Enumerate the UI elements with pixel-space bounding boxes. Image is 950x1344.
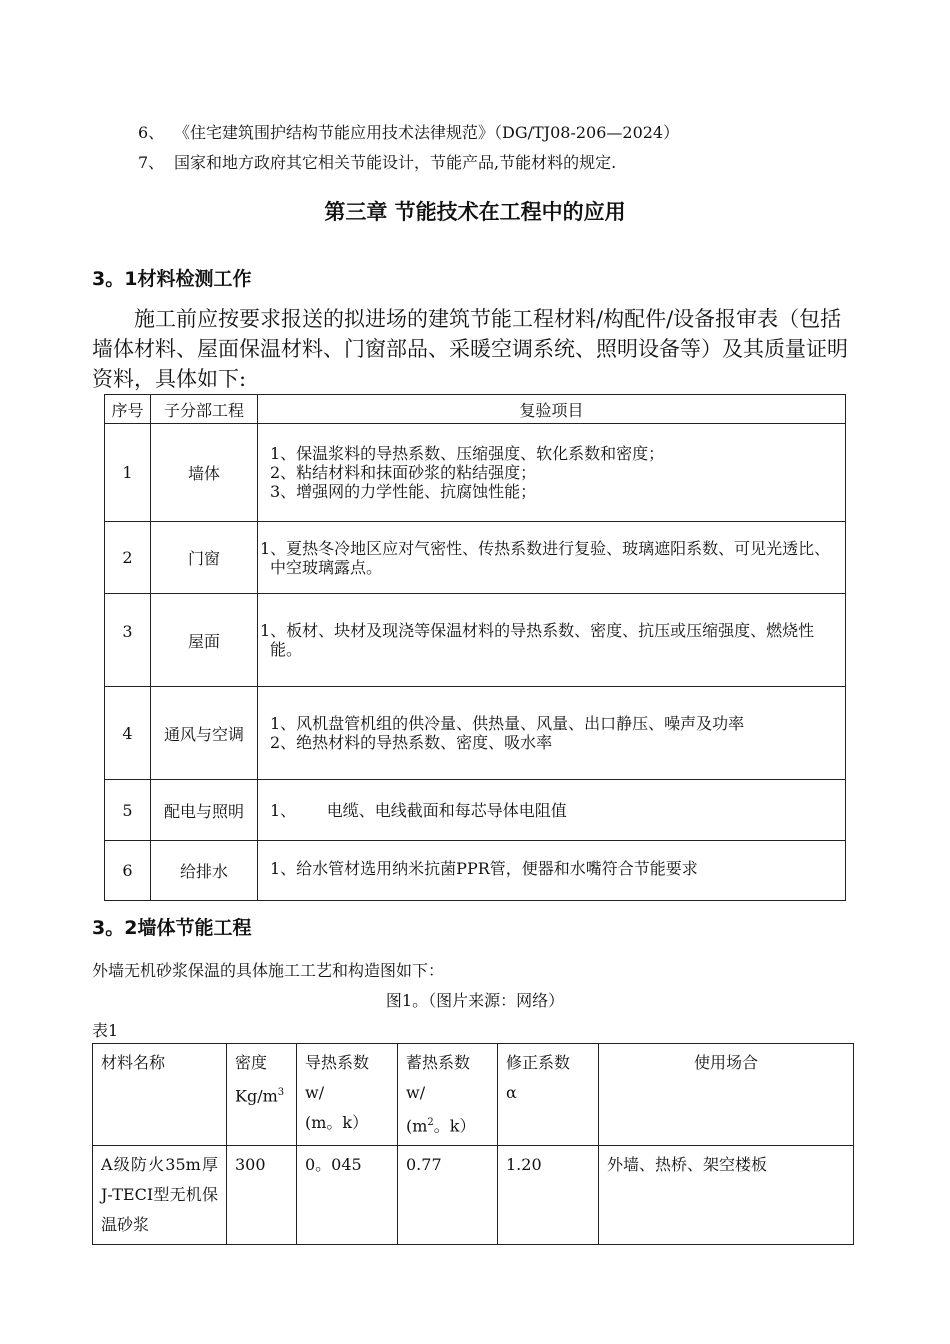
row-part: 门窗 (151, 522, 258, 594)
list-text: 国家和地方政府其它相关节能设计，节能产品,节能材料的规定. (174, 153, 617, 172)
header-line (406, 1108, 489, 1141)
row-number: 3 (105, 594, 151, 687)
table-header-row (93, 1044, 854, 1146)
row-part: 通风与空调 (151, 687, 258, 780)
row-items (258, 424, 846, 522)
item-line: 2、绝热材料的导热系数、密度、吸水率 (270, 733, 553, 752)
header-line: w/ (305, 1083, 325, 1102)
section-title-3-2: 3。2墙体节能工程 (92, 917, 252, 939)
header-storage (398, 1044, 498, 1146)
list-number: 7、 (138, 153, 165, 172)
cell-conductivity: 0。045 (297, 1146, 398, 1245)
cell-material-name: A级防火35m厚J-TECI型无机保温砂浆 (93, 1146, 227, 1245)
row-items (258, 522, 846, 594)
header-line: 密度 (235, 1053, 268, 1072)
header-line: w/ (406, 1083, 426, 1102)
list-item-6 (138, 120, 679, 143)
section-title-3-1: 3。1材料检测工作 (92, 268, 252, 290)
row-number: 1 (105, 424, 151, 522)
section-paragraph: 施工前应按要求报送的拟进场的建筑节能工程材料/构配件/设备报审表（包括墙体材料、屋面保温材料、门窗部品、采暖空调系统、照明设备等）及其质量证明资料，具体如下: (92, 307, 848, 391)
item-line: 1、 电缆、电线截面和每芯导体电阻值 (270, 800, 567, 820)
header-cell: 序号 (105, 395, 151, 424)
row-items (258, 780, 846, 841)
table-header-row (105, 395, 846, 424)
header-conductivity (297, 1044, 398, 1146)
header-material-name: 材料名称 (93, 1044, 227, 1146)
header-line: (m。k） (305, 1113, 369, 1132)
header-line: 导热系数 (305, 1053, 370, 1072)
table-row (105, 780, 846, 841)
row-number: 2 (105, 522, 151, 594)
table-row (93, 1146, 854, 1245)
header-unit: Kg/m (235, 1086, 278, 1106)
header-line (235, 1078, 288, 1111)
table-row (105, 687, 846, 780)
item-line: 1、风机盘管机组的供冷量、供热量、风量、出口静压、噪声及功率 (270, 714, 745, 733)
row-number: 5 (105, 780, 151, 841)
row-part: 屋面 (151, 594, 258, 687)
cell-storage: 0.77 (398, 1146, 498, 1245)
row-part: 配电与照明 (151, 780, 258, 841)
item-line: 1、夏热冬冷地区应对气密性、传热系数进行复验、玻璃遮阳系数、可见光透比、中空玻璃露点。 (260, 538, 831, 577)
row-part: 墙体 (151, 424, 258, 522)
header-unit: 。k） (433, 1116, 476, 1136)
cell-correction: 1.20 (498, 1146, 599, 1245)
row-items (258, 687, 846, 780)
header-usage: 使用场合 (599, 1044, 854, 1146)
list-number: 6、 (138, 123, 165, 142)
table-row (105, 424, 846, 522)
section-intro: 外墙无机砂浆保温的具体施工工艺和构造图如下： (92, 961, 445, 980)
row-items (258, 841, 846, 901)
inspection-table (104, 394, 846, 901)
cell-usage: 外墙、热桥、架空楼板 (599, 1146, 854, 1245)
row-part: 给排水 (151, 841, 258, 901)
header-unit: (m (406, 1116, 428, 1136)
item-line: 3、增强网的力学性能、抗腐蚀性能； (270, 482, 537, 501)
header-cell: 子分部工程 (151, 395, 258, 424)
table-row (105, 841, 846, 901)
header-density (227, 1044, 297, 1146)
list-item-7 (138, 150, 616, 173)
list-text: 《住宅建筑围护结构节能应用技术法律规范》（DG/TJ08-206—2024） (174, 123, 680, 142)
header-cell: 复验项目 (258, 395, 846, 424)
header-line: 蓄热系数 (406, 1053, 471, 1072)
row-number: 6 (105, 841, 151, 901)
table-label: 表1 (92, 1021, 119, 1040)
table-row (105, 594, 846, 687)
row-items (258, 594, 846, 687)
item-line: 2、粘结材料和抹面砂浆的粘结强度； (270, 463, 537, 482)
row-number: 4 (105, 687, 151, 780)
material-table (92, 1043, 854, 1245)
header-correction (498, 1044, 599, 1146)
header-line: α (506, 1083, 517, 1102)
item-line: 1、给水管材选用纳米抗菌PPR管，便器和水嘴符合节能要求 (270, 859, 698, 878)
header-superscript: 2 (427, 1117, 434, 1128)
figure-caption: 图1。（图片来源：网络） (385, 991, 565, 1010)
cell-density: 300 (227, 1146, 297, 1245)
table-row (105, 522, 846, 594)
header-line: 修正系数 (506, 1053, 571, 1072)
item-line: 1、板材、块材及现浇等保温材料的导热系数、密度、抗压或压缩强度、燃烧性能。 (260, 621, 815, 659)
chapter-title: 第三章 节能技术在工程中的应用 (324, 200, 626, 224)
header-superscript: 3 (277, 1087, 285, 1098)
item-line: 1、保温浆料的导热系数、压缩强度、软化系数和密度； (270, 444, 665, 463)
